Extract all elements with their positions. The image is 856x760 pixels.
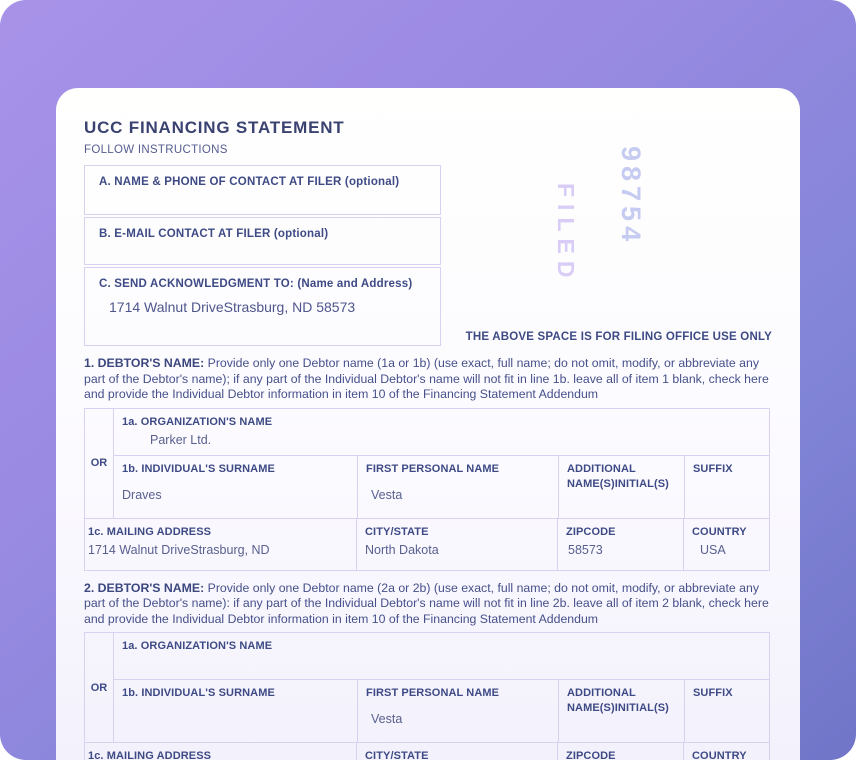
debtor-2-country-label: COUNTRY: [692, 750, 747, 760]
debtor-1-first-name-label: FIRST PERSONAL NAME: [366, 462, 500, 475]
debtor-2-address-row: [85, 742, 769, 760]
debtor-1-org-name-value: Parker Ltd.: [150, 432, 212, 447]
debtor-2-first-name-label: FIRST PERSONAL NAME: [366, 687, 500, 699]
debtor-2-heading: [84, 581, 770, 628]
debtor-1-first-name-value: Vesta: [371, 487, 403, 502]
debtor-1-country-label: COUNTRY: [692, 525, 747, 538]
debtor-2-surname-cell: [114, 680, 357, 742]
debtor-2-suffix-cell: [684, 680, 769, 742]
debtor-2-org-name-label: 1a. ORGANIZATION'S NAME: [122, 640, 273, 652]
debtor-2-heading-text: Provide only one Debtor name (2a or 2b) (use exact, full name; do not omit, modify, or abbreviate any part of the Debtor's name): if any part of the Individual Debtor's name will not fit in line 2b. leave all of item 2 blank, check here and provide the Individual Debtor information in item 10 of the Financing Statement Addendum: [84, 580, 769, 626]
contact-boxes: [84, 165, 441, 346]
contact-box-b-label: B. E-MAIL CONTACT AT FILER (optional): [99, 228, 329, 240]
contact-box-a-label: A. NAME & PHONE OF CONTACT AT FILER (optional): [99, 176, 400, 188]
debtor-2-first-name-cell: [357, 680, 558, 742]
debtor-2-mailing-cell: [85, 743, 356, 760]
contact-box-c-value: 1714 Walnut DriveStrasburg, ND 58573: [109, 299, 356, 315]
debtor-1-address-row: [85, 518, 769, 570]
debtor-1-zip-cell: [557, 519, 683, 570]
office-use-note: THE ABOVE SPACE IS FOR FILING OFFICE USE ONLY: [465, 331, 772, 343]
debtor-1-suffix-cell: [684, 456, 769, 518]
debtor-2-first-name-value: Vesta: [371, 712, 403, 727]
page-subtitle: FOLLOW INSTRUCTIONS: [84, 144, 228, 156]
debtor-2-mailing-label: 1c. MAILING ADDRESS: [88, 750, 212, 760]
debtor-1-country-cell: [683, 519, 769, 570]
debtor-1-additional-name-label: ADDITIONAL NAME(S)INITIAL(S): [567, 462, 669, 490]
debtor-2-city-cell: [356, 743, 557, 760]
debtor-1-surname-cell: [114, 456, 357, 518]
debtor-1-heading-text: Provide only one Debtor name (1a or 1b) (use exact, full name; do not omit, modify, or abbreviate any part of the Debtor's name); if any part of the Individual Debtor's name will not fit in line 1b. leave all of item 1 blank, check here and provide the Individual Debtor information in item 10 of the Financing Statement Addendum: [84, 356, 769, 401]
debtor-2-additional-name-label: ADDITIONAL NAME(S)INITIAL(S): [567, 687, 669, 715]
debtor-1-surname-label: 1b. INDIVIDUAL'S SURNAME: [122, 462, 275, 475]
contact-box-c-label: C. SEND ACKNOWLEDGMENT TO: (Name and Address): [99, 278, 413, 290]
contact-box-c: [84, 267, 441, 346]
debtor-1-city-cell: [356, 519, 557, 570]
debtor-2-city-label: CITY/STATE: [365, 750, 429, 760]
debtor-2-org-name-cell: [114, 633, 769, 680]
debtor-1-zip-label: ZIPCODE: [566, 525, 616, 538]
debtor-1-heading: [84, 356, 770, 403]
page-title: UCC FINANCING STATEMENT: [84, 118, 345, 137]
debtor-2-table: [84, 632, 770, 760]
debtor-1-mailing-label: 1c. MAILING ADDRESS: [88, 525, 212, 538]
filing-number: 98754: [616, 146, 646, 247]
debtor-1-suffix-label: SUFFIX: [693, 462, 733, 475]
debtor-2-zip-cell: [557, 743, 683, 760]
debtor-1-additional-name-cell: [558, 456, 684, 518]
debtor-1-zip-value: 58573: [568, 542, 603, 557]
debtor-2-surname-label: 1b. INDIVIDUAL'S SURNAME: [122, 687, 275, 699]
debtor-1-mailing-cell: [85, 519, 356, 570]
debtor-1-heading-label: 1. DEBTOR'S NAME:: [84, 356, 205, 370]
debtor-2-country-cell: [683, 743, 769, 760]
debtor-1-first-name-cell: [357, 456, 558, 518]
filed-stamp: FILED: [553, 183, 579, 285]
debtor-1-org-name-label: 1a. ORGANIZATION'S NAME: [122, 415, 273, 428]
debtor-2-heading-label: 2. DEBTOR'S NAME:: [84, 580, 205, 595]
debtor-1-org-name-cell: [114, 409, 769, 456]
debtor-1-mailing-value: 1714 Walnut DriveStrasburg, ND: [88, 542, 270, 557]
debtor-1-or-label: OR: [90, 457, 108, 469]
debtor-1-country-value: USA: [700, 542, 726, 557]
debtor-2-name-rows: [85, 633, 769, 742]
contact-box-a: [84, 165, 441, 215]
debtor-1-name-rows: [85, 409, 769, 518]
debtor-2-or-label: OR: [90, 681, 108, 694]
debtor-1-city-value: North Dakota: [365, 542, 439, 557]
debtor-1-individual-row: [114, 456, 769, 518]
debtor-1-surname-value: Draves: [122, 487, 162, 502]
debtor-1-city-label: CITY/STATE: [365, 525, 429, 538]
debtor-2-suffix-label: SUFFIX: [693, 687, 733, 699]
debtor-2-additional-name-cell: [558, 680, 684, 742]
document-card: [56, 88, 800, 760]
debtor-1-name-cells: [113, 409, 769, 518]
debtor-2-zip-label: ZIPCODE: [566, 750, 616, 760]
debtor-2-name-cells: [113, 633, 769, 742]
debtor-1-table: [84, 408, 770, 571]
debtor-2-individual-row: [114, 680, 769, 742]
contact-box-b: [84, 217, 441, 265]
